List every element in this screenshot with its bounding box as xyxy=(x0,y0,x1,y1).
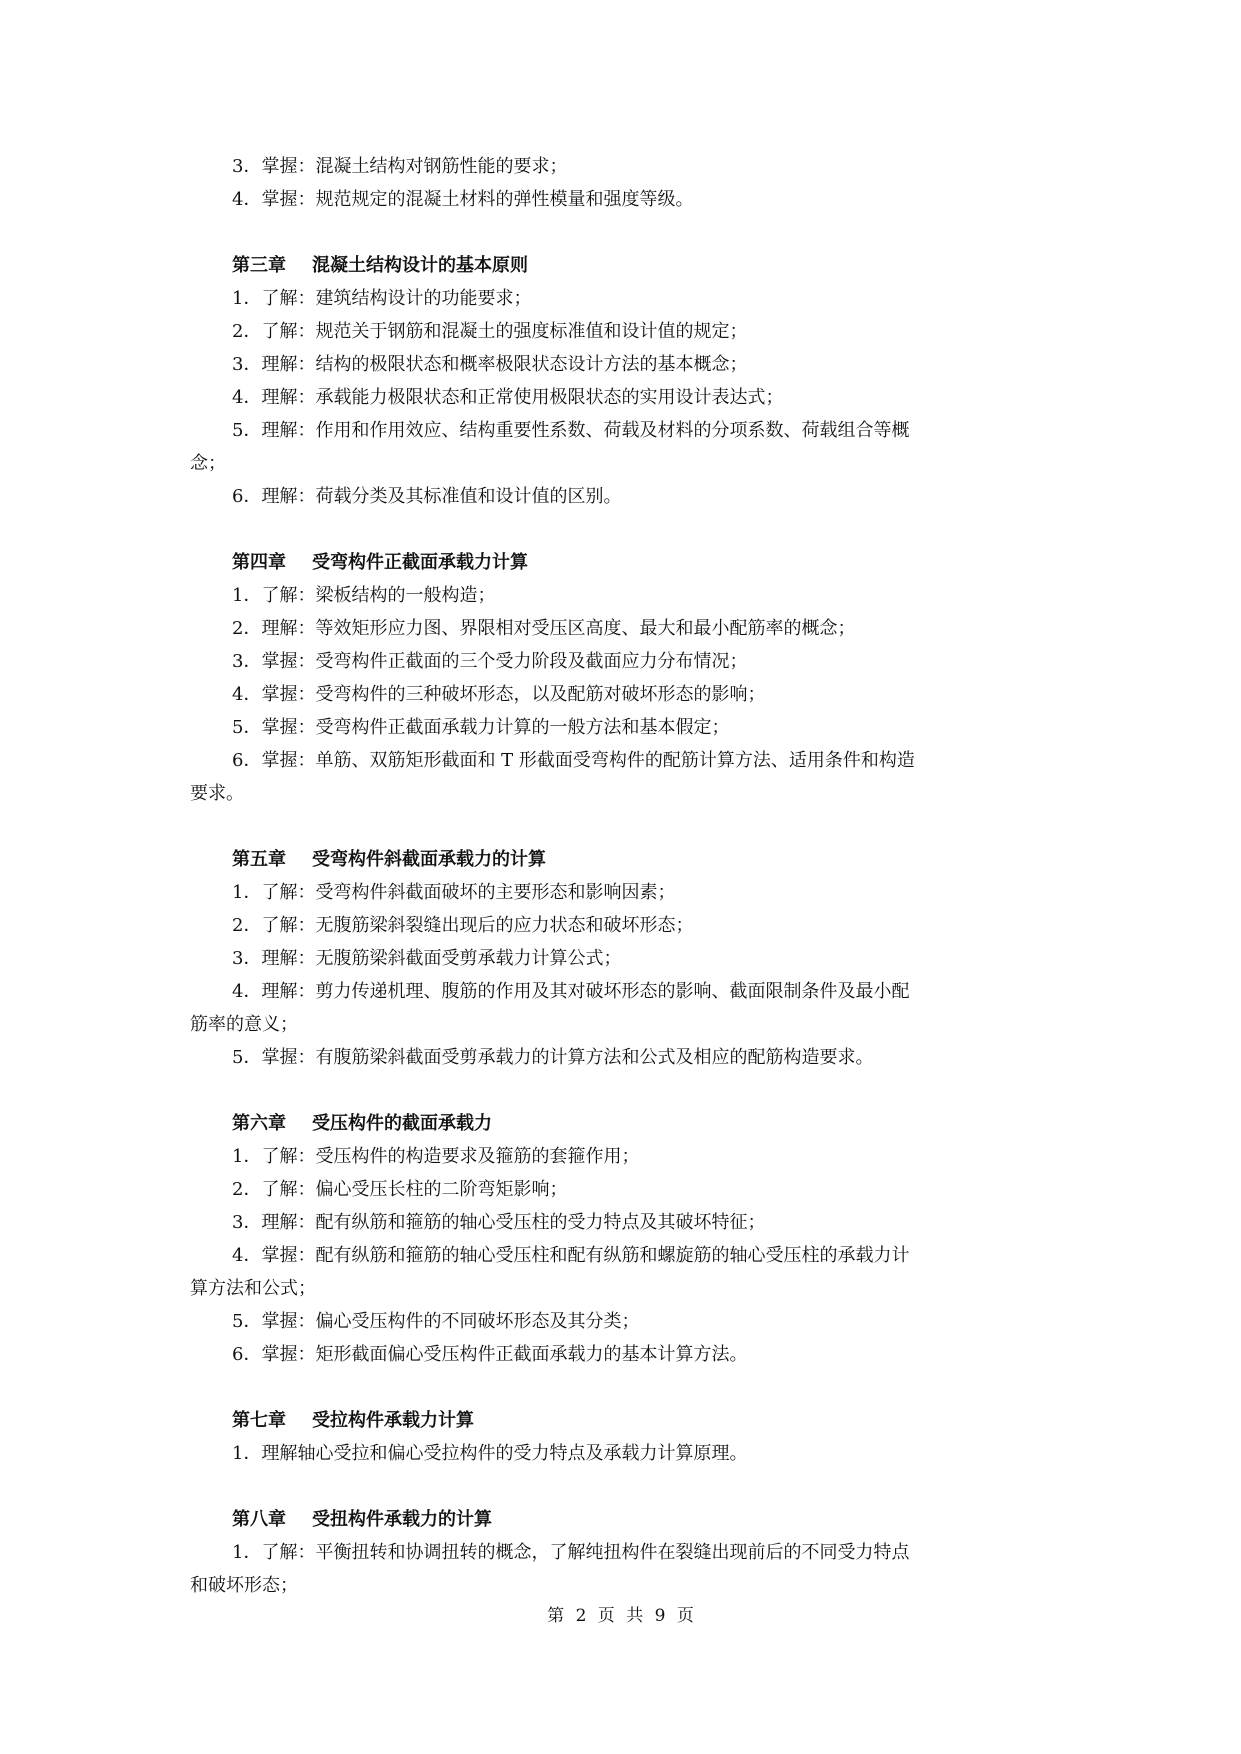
chapter-heading xyxy=(190,1404,1052,1437)
list-item: 1．了解：建筑结构设计的功能要求； xyxy=(232,288,532,309)
list-item: 5．掌握：受弯构件正截面承载力计算的一般方法和基本假定； xyxy=(232,717,730,738)
chapter-heading xyxy=(190,843,1052,876)
list-item: 3．理解：配有纵筋和箍筋的轴心受压柱的受力特点及其破坏特征； xyxy=(232,1212,766,1233)
list-item: 3．掌握：混凝土结构对钢筋性能的要求； xyxy=(232,156,568,177)
list-item: 1．了解：梁板结构的一般构造； xyxy=(232,585,496,606)
chapter-heading xyxy=(190,249,1052,282)
list-item: 6．理解：荷载分类及其标准值和设计值的区别。 xyxy=(232,486,622,507)
chapter-title: 受拉构件承载力计算 xyxy=(312,1410,474,1431)
list-item-continuation: 筋率的意义； xyxy=(190,1014,298,1035)
list-item: 4．掌握：规范规定的混凝土材料的弹性模量和强度等级。 xyxy=(232,189,694,210)
list-item: 1．了解：受压构件的构造要求及箍筋的套箍作用； xyxy=(232,1146,640,1167)
list-item: 2．了解：偏心受压长柱的二阶弯矩影响； xyxy=(232,1179,568,1200)
list-item: 4．理解：剪力传递机理、腹筋的作用及其对破坏形态的影响、截面限制条件及最小配 xyxy=(232,981,910,1002)
list-item-continuation: 算方法和公式； xyxy=(190,1278,316,1299)
chapter-title: 受弯构件斜截面承载力的计算 xyxy=(312,849,546,870)
chapter-number: 第三章 xyxy=(232,255,286,276)
list-item: 4．掌握：配有纵筋和箍筋的轴心受压柱和配有纵筋和螺旋筋的轴心受压柱的承载力计 xyxy=(232,1245,910,1266)
chapter-title: 受弯构件正截面承载力计算 xyxy=(312,552,528,573)
list-item: 5．掌握：有腹筋梁斜截面受剪承载力的计算方法和公式及相应的配筋构造要求。 xyxy=(232,1047,874,1068)
chapter-number: 第五章 xyxy=(232,849,286,870)
list-item: 3．理解：结构的极限状态和概率极限状态设计方法的基本概念； xyxy=(232,354,748,375)
chapter-title: 受压构件的截面承载力 xyxy=(312,1113,492,1134)
chapter-heading xyxy=(190,1503,1052,1536)
list-item: 1．了解：平衡扭转和协调扭转的概念，了解纯扭构件在裂缝出现前后的不同受力特点 xyxy=(232,1542,910,1563)
list-item: 6．掌握：单筋、双筋矩形截面和 T 形截面受弯构件的配筋计算方法、适用条件和构造 xyxy=(232,750,915,771)
chapter-number: 第七章 xyxy=(232,1410,286,1431)
list-item: 1．理解轴心受拉和偏心受拉构件的受力特点及承载力计算原理。 xyxy=(232,1443,748,1464)
chapter-title: 受扭构件承载力的计算 xyxy=(312,1509,492,1530)
chapter-number: 第四章 xyxy=(232,552,286,573)
list-item: 5．理解：作用和作用效应、结构重要性系数、荷载及材料的分项系数、荷载组合等概 xyxy=(232,420,910,441)
chapter-number: 第八章 xyxy=(232,1509,286,1530)
chapter-heading xyxy=(190,1107,1052,1140)
chapter-heading xyxy=(190,546,1052,579)
list-item: 3．理解：无腹筋梁斜截面受剪承载力计算公式； xyxy=(232,948,622,969)
list-item: 2．理解：等效矩形应力图、界限相对受压区高度、最大和最小配筋率的概念； xyxy=(232,618,856,639)
chapter-title: 混凝土结构设计的基本原则 xyxy=(312,255,528,276)
list-item: 6．掌握：矩形截面偏心受压构件正截面承载力的基本计算方法。 xyxy=(232,1344,748,1365)
list-item: 1．了解：受弯构件斜截面破坏的主要形态和影响因素； xyxy=(232,882,676,903)
list-item: 5．掌握：偏心受压构件的不同破坏形态及其分类； xyxy=(232,1311,640,1332)
list-item: 3．掌握：受弯构件正截面的三个受力阶段及截面应力分布情况； xyxy=(232,651,748,672)
list-item: 2．了解：规范关于钢筋和混凝土的强度标准值和设计值的规定； xyxy=(232,321,748,342)
list-item-continuation: 和破坏形态； xyxy=(190,1575,298,1596)
chapter-number: 第六章 xyxy=(232,1113,286,1134)
document-body xyxy=(190,150,1052,1602)
page-number-footer: 第 2 页 共 9 页 xyxy=(547,1606,694,1626)
list-item-continuation: 要求。 xyxy=(190,783,244,804)
list-item: 4．掌握：受弯构件的三种破坏形态，以及配筋对破坏形态的影响； xyxy=(232,684,766,705)
list-item: 4．理解：承载能力极限状态和正常使用极限状态的实用设计表达式； xyxy=(232,387,784,408)
list-item: 2．了解：无腹筋梁斜裂缝出现后的应力状态和破坏形态； xyxy=(232,915,694,936)
list-item-continuation: 念； xyxy=(190,453,226,474)
